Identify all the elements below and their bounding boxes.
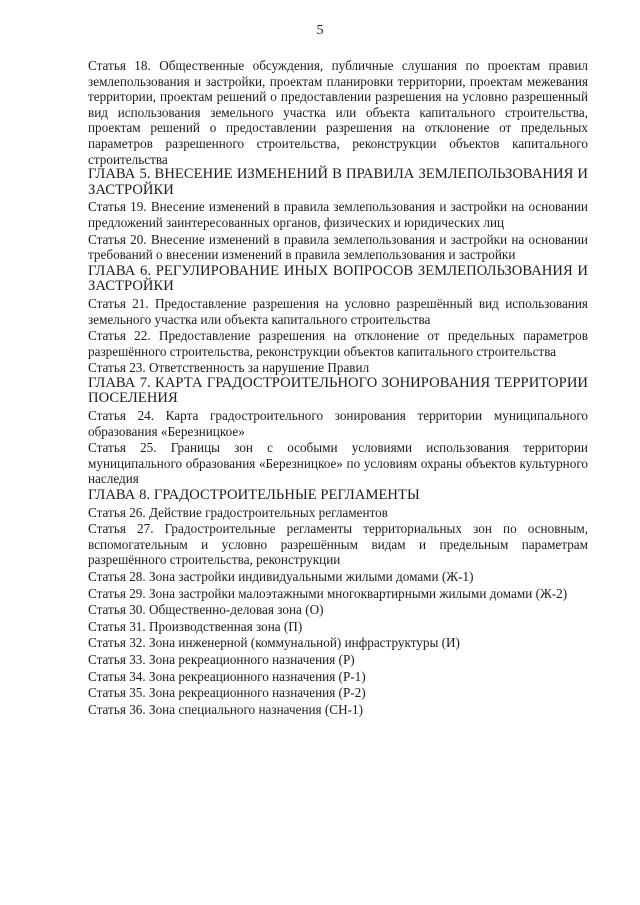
toc-article-34: Статья 34. Зона рекреационного назначения (Р-1) — [88, 668, 366, 684]
toc-article-25: Статья 25. Границы зон с особыми условиями использования территории муниципального образования «Березницкое» по условиям охраны объектов культурного наследия — [88, 440, 588, 487]
toc-article-35: Статья 35. Зона рекреационного назначения (Р-2) — [88, 685, 366, 701]
toc-chapter-5: ГЛАВА 5. ВНЕСЕНИЕ ИЗМЕНЕНИЙ В ПРАВИЛА ЗЕМЛЕПОЛЬЗОВАНИЯ И ЗАСТРОЙКИ — [88, 166, 588, 198]
toc-article-24: Статья 24. Карта градостроительного зонирования территории муниципального образования «Березницкое» — [88, 408, 588, 439]
toc-article-26: Статья 26. Действие градостроительных регламентов — [88, 504, 388, 520]
toc-article-19: Статья 19. Внесение изменений в правила землепользования и застройки на основании предложений заинтересованных органов, физических и юридических лиц — [88, 199, 588, 230]
page-number: 5 — [316, 23, 324, 38]
toc-chapter-6: ГЛАВА 6. РЕГУЛИРОВАНИЕ ИНЫХ ВОПРОСОВ ЗЕМЛЕПОЛЬЗОВАНИЯ И ЗАСТРОЙКИ — [88, 262, 588, 295]
toc-chapter-7: ГЛАВА 7. КАРТА ГРАДОСТРОИТЕЛЬНОГО ЗОНИРОВАНИЯ ТЕРРИТОРИИ ПОСЕЛЕНИЯ — [88, 374, 588, 407]
toc-article-27: Статья 27. Градостроительные регламенты территориальных зон по основным, вспомогательным и условно разрешённым видам и предельным параметрам разрешённого строительства, реконструкции — [88, 521, 588, 568]
toc-article-20: Статья 20. Внесение изменений в правила землепользования и застройки на основании требований о внесении изменений в правила землепользования и застройки — [88, 231, 588, 263]
toc-article-30: Статья 30. Общественно-деловая зона (О) — [88, 602, 324, 618]
toc-article-36: Статья 36. Зона специального назначения (СН-1) — [88, 701, 364, 717]
toc-article-21: Статья 21. Предоставление разрешения на условно разрешённый вид использования земельного участка или объекта капитального строительства — [88, 295, 588, 327]
table-of-contents — [88, 58, 588, 717]
toc-article-33: Статья 33. Зона рекреационного назначения (Р) — [88, 651, 355, 667]
toc-article-23: Статья 23. Ответственность за нарушение Правил — [88, 360, 370, 376]
toc-article-29: Статья 29. Зона застройки малоэтажными многоквартирными жилыми домами (Ж-2) — [88, 585, 568, 601]
toc-article-31: Статья 31. Производственная зона (П) — [88, 618, 303, 634]
toc-article-22: Статья 22. Предоставление разрешения на отклонение от предельных параметров разрешённого строительства, реконструкции объектов капитального строительства — [88, 328, 588, 359]
toc-article-18: Статья 18. Общественные обсуждения, публичные слушания по проектам правил землепользования и застройки, проектам планировки территории, проектам межевания территории, проектам решений о предоставлении разрешения на условно разрешенный вид использования земельного участка или объекта капитального строительства, проектам решений о предоставлении разрешения на отклонение от предельных параметров разрешенного строительства, реконструкции объектов капитального строительства — [88, 58, 588, 167]
toc-article-32: Статья 32. Зона инженерной (коммунальной) инфраструктуры (И) — [88, 635, 460, 651]
toc-article-28: Статья 28. Зона застройки индивидуальными жилыми домами (Ж-1) — [88, 569, 474, 584]
toc-chapter-8: ГЛАВА 8. ГРАДОСТРОИТЕЛЬНЫЕ РЕГЛАМЕНТЫ — [88, 487, 420, 504]
